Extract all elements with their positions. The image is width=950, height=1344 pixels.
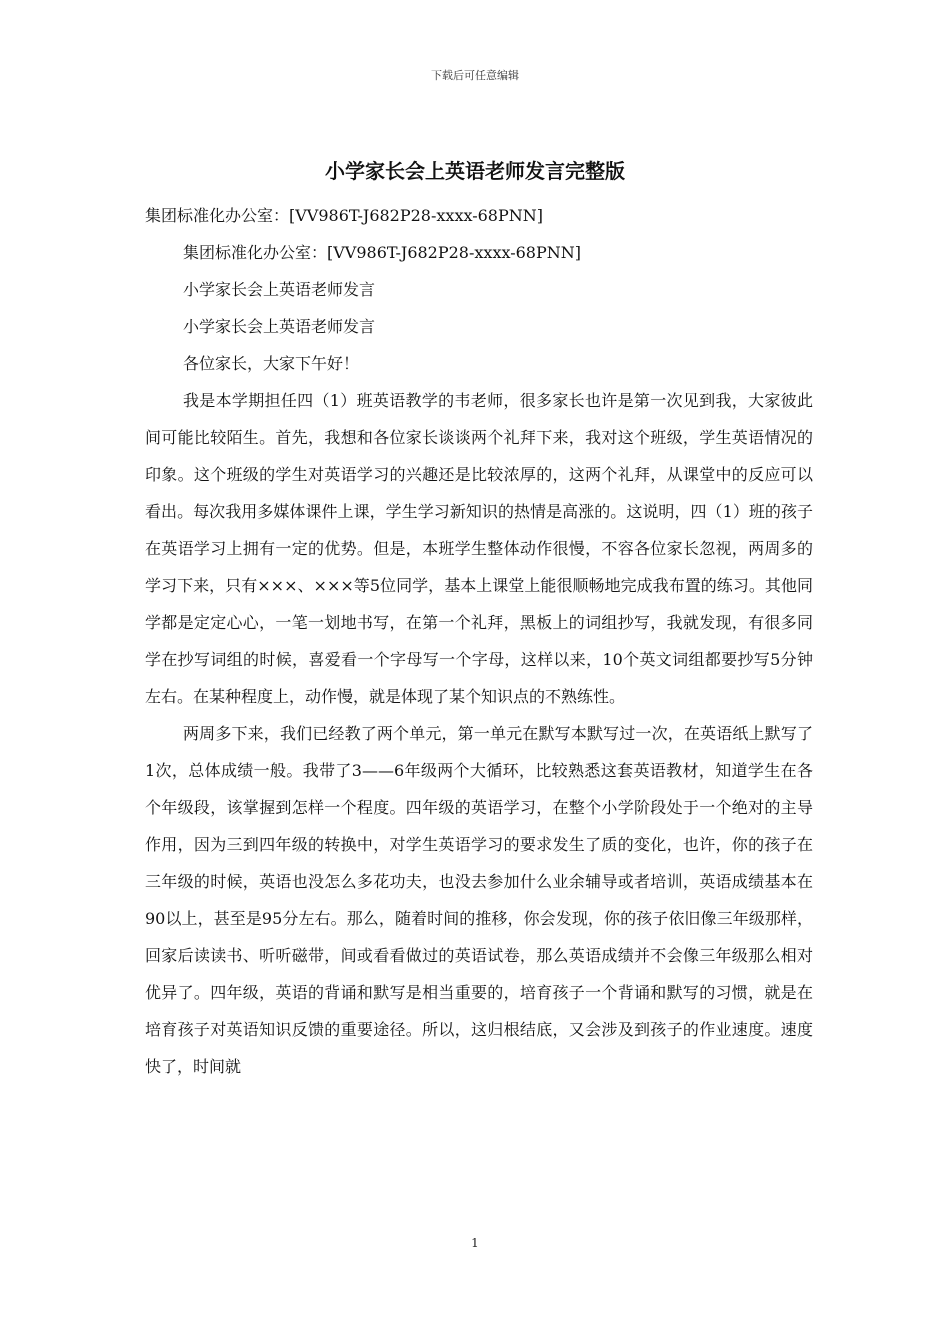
document-title: 小学家长会上英语老师发言完整版 (325, 159, 625, 183)
subtitle-line-repeat: 小学家长会上英语老师发言 (183, 317, 376, 336)
greeting-paragraph: 各位家长，大家下午好！ (183, 354, 360, 373)
body-paragraph: 我是本学期担任四（1）班英语教学的韦老师，很多家长也许是第一次见到我，大家彼此间可能比较陌生。首先，我想和各位家长谈谈两个礼拜下来，我对这个班级，学生英语情况的印象。这个班级的学生对英语学习的兴趣还是比较浓厚的，这两个礼拜，从课堂中的反应可以看出。每次我用多媒体课件上课，学生学习新知识的热情是高涨的。这说明，四（1）班的孩子在英语学习上拥有一定的优势。但是，本班学生整体动作很慢，不容各位家长忽视，两周多的学习下来，只有×××、×××等5位同学，基本上课堂上能很顺畅地完成我布置的练习。其他同学都是定定心心，一笔一划地书写，在第一个礼拜，黑板上的词组抄写，我就发现，有很多同学在抄写词组的时候，喜爱看一个字母写一个字母，这样以来，10个英文词组都要抄写5分钟左右。在某种程度上，动作慢，就是体现了某个知识点的不熟练性。 (145, 391, 813, 706)
office-code-line: 集团标准化办公室：[VV986T-J682P28-xxxx-68PNN] (145, 206, 543, 225)
page-number: 1 (471, 1236, 479, 1250)
subtitle-line: 小学家长会上英语老师发言 (183, 280, 376, 299)
body-paragraph: 两周多下来，我们已经教了两个单元，第一单元在默写本默写过一次，在英语纸上默写了1次，总体成绩一般。我带了3——6年级两个大循环，比较熟悉这套英语教材，知道学生在各个年级段，该掌握到怎样一个程度。四年级的英语学习，在整个小学阶段处于一个绝对的主导作用，因为三到四年级的转换中，对学生英语学习的要求发生了质的变化，也许，你的孩子在三年级的时候，英语也没怎么多花功夫，也没去参加什么业余辅导或者培训，英语成绩基本在90以上，甚至是95分左右。那么，随着时间的推移，你会发现，你的孩子依旧像三年级那样，回家后读读书、听听磁带，间或看看做过的英语试卷，那么英语成绩并不会像三年级那么相对优异了。四年级，英语的背诵和默写是相当重要的，培育孩子一个背诵和默写的习惯，就是在培育孩子对英语知识反馈的重要途径。所以，这归根结底，又会涉及到孩子的作业速度。速度快了，时间就 (145, 724, 813, 1076)
page-header: 下载后可任意编辑 (431, 69, 519, 82)
office-code-line-repeat: 集团标准化办公室：[VV986T-J682P28-xxxx-68PNN] (183, 243, 581, 262)
document-body (145, 197, 813, 1085)
